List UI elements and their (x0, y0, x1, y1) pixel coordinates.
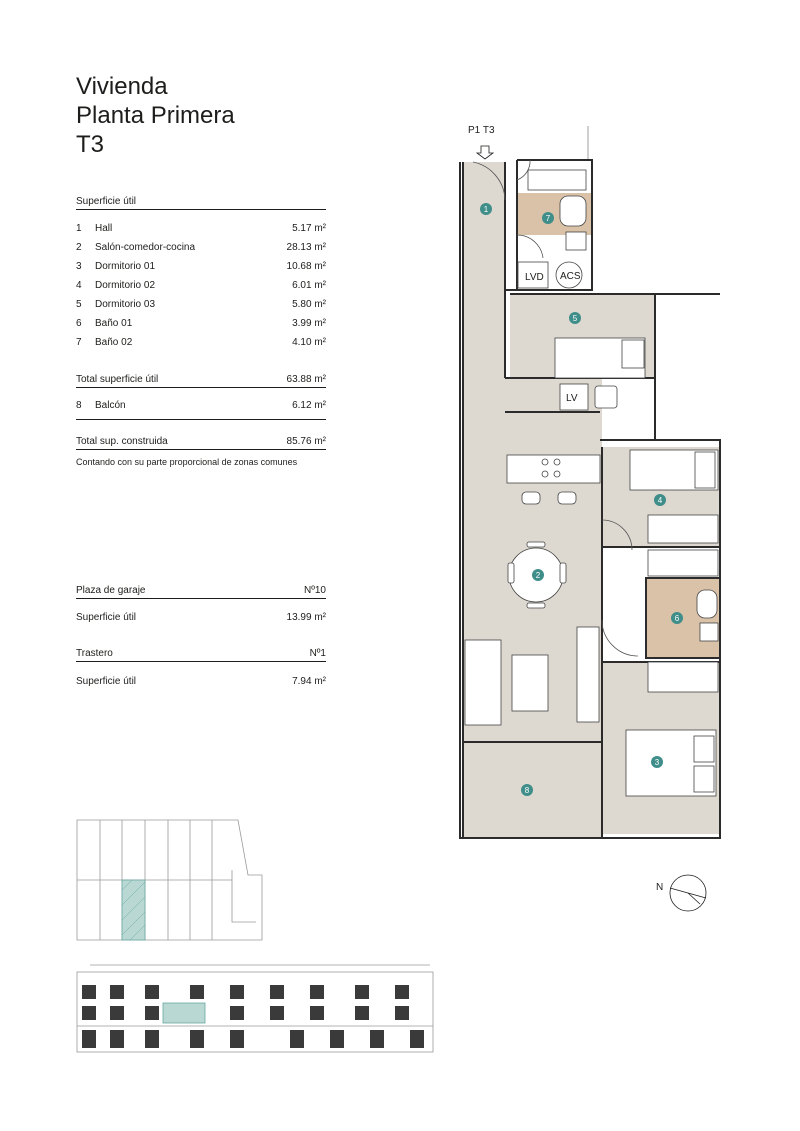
highlighted-unit (163, 1003, 205, 1023)
room-number: 3 (76, 261, 82, 272)
room-badge-8 (521, 784, 533, 796)
north-label: N (656, 882, 664, 893)
room-name: Dormitorio 03 (95, 299, 156, 310)
unit-label: P1 T3 (468, 125, 495, 136)
surface-heading: Superficie útil (76, 196, 326, 210)
room-number: 5 (76, 299, 82, 310)
title-line-floor: Planta Primera (76, 102, 235, 129)
window-grid (82, 985, 424, 1048)
svg-text:4: 4 (657, 496, 663, 505)
total-built-label: Total sup. construida (76, 436, 168, 447)
room-area: 5.80 m² (292, 299, 326, 310)
storage-area-value: 7.94 m² (292, 676, 326, 687)
garage-area-value: 13.99 m² (286, 612, 326, 623)
room-name: Baño 01 (95, 318, 133, 329)
storage-number: Nº1 (309, 648, 326, 659)
room-number: 8 (76, 400, 82, 411)
storage-area-row (76, 676, 326, 687)
svg-text:5: 5 (572, 314, 578, 323)
room-badge-1 (480, 203, 492, 215)
room-row (76, 299, 326, 313)
room-area: 3.99 m² (292, 318, 326, 329)
room-area: 4.10 m² (292, 337, 326, 348)
garage-label: Plaza de garaje (76, 585, 146, 596)
total-util-label: Total superficie útil (76, 374, 159, 385)
room-badge-4 (654, 494, 666, 506)
washer-dryer-label: LVD (525, 272, 544, 283)
total-util-value: 63.88 m² (286, 374, 326, 385)
room-name: Balcón (95, 400, 126, 411)
title-line-vivienda: Vivienda (76, 73, 168, 100)
building-elevation (70, 962, 440, 1057)
svg-text:3: 3 (654, 758, 660, 767)
room-badge-7 (542, 212, 554, 224)
room-badge-6 (671, 612, 683, 624)
room-row (76, 261, 326, 275)
total-built-row (76, 436, 326, 450)
highlighted-unit (122, 880, 145, 940)
room-area: 10.68 m² (286, 261, 326, 272)
room-area: 5.17 m² (292, 223, 326, 234)
storage-area-label: Superficie útil (76, 676, 137, 687)
garage-area-row (76, 612, 326, 623)
room-number: 1 (76, 223, 82, 234)
storage-label: Trastero (76, 648, 113, 659)
svg-text:2: 2 (535, 571, 541, 580)
common-areas-note: Contando con su parte proporcional de zonas comunes (76, 457, 298, 467)
room-badge-2 (532, 569, 544, 581)
room-row (76, 337, 326, 351)
room-area: 28.13 m² (286, 242, 326, 253)
svg-text:7: 7 (545, 214, 551, 223)
room-row (76, 242, 326, 256)
room-badge-3 (651, 756, 663, 768)
title-line-type: T3 (76, 131, 105, 158)
total-built-value: 85.76 m² (286, 436, 326, 447)
garage-number: Nº10 (304, 585, 326, 596)
room-name: Hall (95, 223, 113, 234)
room-area: 6.12 m² (292, 400, 326, 411)
divider (76, 419, 326, 420)
room-number: 6 (76, 318, 82, 329)
room-number: 7 (76, 337, 82, 348)
entrance-arrow-icon (477, 146, 493, 159)
svg-text:1: 1 (483, 205, 489, 214)
storage-row (76, 648, 326, 662)
floor-plan (440, 115, 800, 915)
room-number: 4 (76, 280, 82, 291)
north-compass-icon (670, 875, 706, 911)
room-badge-5 (569, 312, 581, 324)
room-area: 6.01 m² (292, 280, 326, 291)
garage-area-label: Superficie útil (76, 612, 137, 623)
page-title (76, 72, 235, 159)
room-name: Baño 02 (95, 337, 133, 348)
site-key-plan (70, 812, 280, 946)
water-heater-label: ACS (560, 271, 581, 282)
room-row (76, 223, 326, 237)
room-name: Dormitorio 02 (95, 280, 156, 291)
room-number: 2 (76, 242, 82, 253)
garage-row (76, 585, 326, 599)
svg-text:6: 6 (674, 614, 680, 623)
room-row (76, 280, 326, 294)
svg-text:8: 8 (524, 786, 530, 795)
room-name: Salón-comedor-cocina (95, 242, 196, 253)
room-name: Dormitorio 01 (95, 261, 156, 272)
dishwasher-label: LV (566, 393, 578, 404)
balcony-row (76, 400, 326, 414)
room-row (76, 318, 326, 332)
total-util-row (76, 374, 326, 388)
